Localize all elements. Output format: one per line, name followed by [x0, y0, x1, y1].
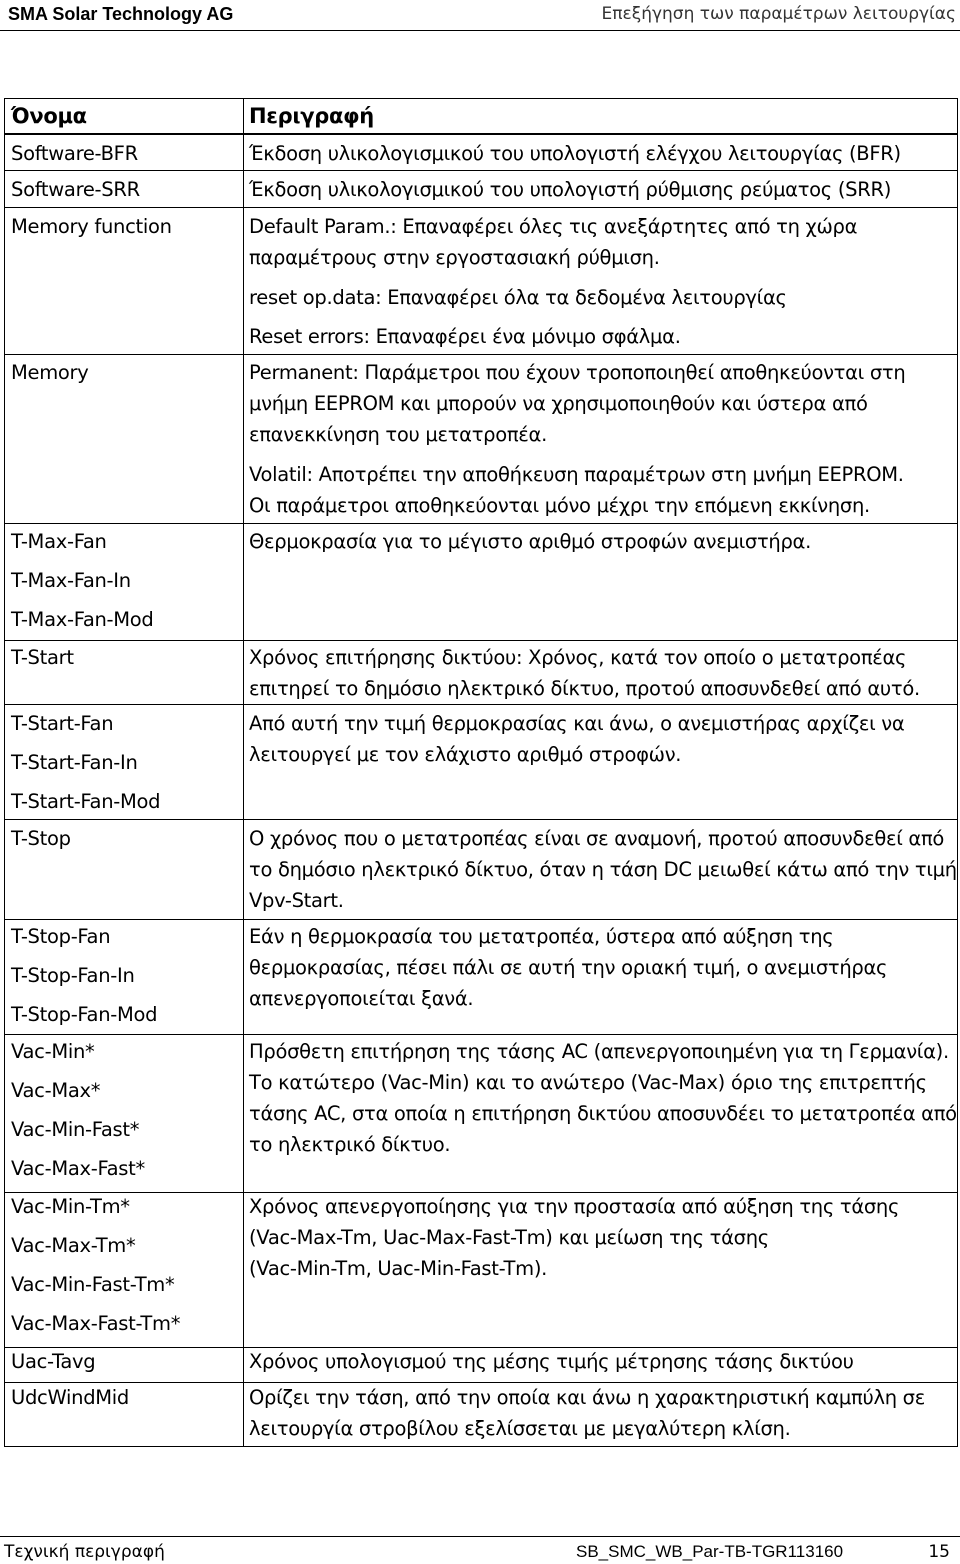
parameter-description: τάσης AC, στα οποία η επιτήρηση δικτύου αποσυνδέει το μετατροπέα από	[249, 1102, 957, 1125]
row-divider	[5, 704, 957, 705]
parameter-name: T-Stop-Fan-In	[11, 964, 135, 987]
parameter-description: Χρόνος επιτήρησης δικτύου: Χρόνος, κατά τον οποίο ο μετατροπέας	[249, 646, 907, 669]
row-divider	[5, 640, 957, 641]
row-divider	[5, 207, 957, 208]
document-type: Τεχνική περιγραφή	[4, 1542, 165, 1562]
page-header	[0, 0, 960, 30]
parameter-description: Οι παράμετροι αποθηκεύονται μόνο μέχρι την επόμενη εκκίνηση.	[249, 494, 870, 517]
parameter-description: reset op.data: Επαναφέρει όλα τα δεδομένα λειτουργίας	[249, 286, 787, 309]
parameter-description: μνήμη EEPROM και μπορούν να χρησιμοποιηθούν και ύστερα από	[249, 392, 868, 415]
row-divider	[5, 523, 957, 524]
parameter-name: Software-BFR	[11, 142, 138, 165]
parameter-name: T-Stop-Fan	[11, 925, 111, 948]
parameter-description: Χρόνος απενεργοποίησης για την προστασία από αύξηση της τάσης	[249, 1195, 900, 1218]
parameter-table	[4, 98, 958, 1447]
page-number: 15	[928, 1542, 950, 1562]
parameter-description: λειτουργία στροβίλου εξελίσσεται με μεγαλύτερη κλίση.	[249, 1417, 791, 1440]
column-divider	[243, 99, 244, 1446]
parameter-name: Vac-Min-Fast-Tm*	[11, 1273, 175, 1296]
parameter-description: Έκδοση υλικολογισμικού του υπολογιστή ρύθμισης ρεύματος (SRR)	[249, 178, 892, 201]
parameter-name: Uac-Tavg	[11, 1350, 96, 1373]
parameter-name: Vac-Max-Tm*	[11, 1234, 136, 1257]
parameter-description: λειτουργεί με τον ελάχιστο αριθμό στροφών.	[249, 743, 682, 766]
parameter-name: T-Max-Fan	[11, 530, 107, 553]
parameter-name: T-Max-Fan-In	[11, 569, 131, 592]
footer-divider	[0, 1536, 960, 1537]
parameter-description: απενεργοποιείται ξανά.	[249, 987, 474, 1010]
row-divider	[5, 170, 957, 171]
parameter-description: Χρόνος υπολογισμού της μέσης τιμής μέτρησης τάσης δικτύου	[249, 1350, 854, 1373]
parameter-description: Permanent: Παράμετροι που έχουν τροποποιηθεί αποθηκεύονται στη	[249, 361, 906, 384]
parameter-description: Εάν η θερμοκρασία του μετατροπέα, ύστερα από αύξηση της	[249, 925, 834, 948]
parameter-description: (Vac-Min-Tm, Uac-Min-Fast-Tm).	[249, 1257, 548, 1280]
parameter-description: Ορίζει την τάση, από την οποία και άνω η χαρακτηριστική καμπύλη σε	[249, 1386, 925, 1409]
parameter-description: Vpv-Start.	[249, 889, 344, 912]
parameter-name: Vac-Min*	[11, 1040, 95, 1063]
parameter-description: Έκδοση υλικολογισμικού του υπολογιστή ελέγχου λειτουργίας (BFR)	[249, 142, 901, 165]
parameter-name: Vac-Max*	[11, 1079, 101, 1102]
table-header-divider	[5, 133, 957, 135]
company-name: SMA Solar Technology AG	[8, 4, 234, 24]
parameter-description: Το κατώτερο (Vac-Min) και το ανώτερο (Vac-Max) όριο της επιτρεπτής	[249, 1071, 927, 1094]
parameter-name: T-Stop	[11, 827, 71, 850]
row-divider	[5, 919, 957, 920]
parameter-name: T-Start-Fan	[11, 712, 114, 735]
parameter-description: Πρόσθετη επιτήρηση της τάσης AC (απενεργοποιημένη για τη Γερμανία).	[249, 1040, 949, 1063]
parameter-description: επανεκκίνηση του μετατροπέα.	[249, 423, 547, 446]
column-header-description: Περιγραφή	[249, 104, 374, 128]
parameter-name: T-Stop-Fan-Mod	[11, 1003, 158, 1026]
parameter-description: θερμοκρασίας, πέσει πάλι σε αυτή την οριακή τιμή, ο ανεμιστήρας	[249, 956, 888, 979]
parameter-description: Ο χρόνος που ο μετατροπέας είναι σε αναμονή, προτού αποσυνδεθεί από	[249, 827, 945, 850]
parameter-name: T-Start-Fan-Mod	[11, 790, 161, 813]
parameter-description: Default Param.: Επαναφέρει όλες τις ανεξάρτητες από τη χώρα	[249, 215, 858, 238]
parameter-description: το δημόσιο ηλεκτρικό δίκτυο, όταν η τάση DC μειωθεί κάτω από την τιμή	[249, 858, 957, 881]
parameter-description: Volatil: Αποτρέπει την αποθήκευση παραμέτρων στη μνήμη EEPROM.	[249, 463, 904, 486]
column-header-name: Όνομα	[11, 104, 87, 128]
parameter-description: Από αυτή την τιμή θερμοκρασίας και άνω, ο ανεμιστήρας αρχίζει να	[249, 712, 905, 735]
row-divider	[5, 354, 957, 355]
header-divider	[0, 30, 960, 31]
parameter-name: Software-SRR	[11, 178, 140, 201]
page-footer	[0, 1536, 960, 1564]
parameter-name: T-Max-Fan-Mod	[11, 608, 154, 631]
parameter-name: T-Start-Fan-In	[11, 751, 138, 774]
parameter-name: UdcWindMid	[11, 1386, 129, 1409]
parameter-name: Vac-Max-Fast-Tm*	[11, 1312, 181, 1335]
parameter-name: T-Start	[11, 646, 74, 669]
parameter-description: Θερμοκρασία για το μέγιστο αριθμό στροφών ανεμιστήρα.	[249, 530, 811, 553]
parameter-name: Memory function	[11, 215, 172, 238]
row-divider	[5, 819, 957, 820]
parameter-name: Vac-Max-Fast*	[11, 1157, 145, 1180]
parameter-name: Memory	[11, 361, 89, 384]
parameter-name: Vac-Min-Tm*	[11, 1195, 130, 1218]
parameter-description: επιτηρεί το δημόσιο ηλεκτρικό δίκτυο, προτού αποσυνδεθεί από αυτό.	[249, 677, 920, 700]
section-title: Επεξήγηση των παραμέτρων λειτουργίας	[601, 4, 956, 24]
parameter-description: (Vac-Max-Tm, Uac-Max-Fast-Tm) και μείωση της τάσης	[249, 1226, 769, 1249]
parameter-description: παραμέτρους στην εργοστασιακή ρύθμιση.	[249, 246, 660, 269]
row-divider	[5, 1034, 957, 1035]
parameter-description: το ηλεκτρικό δίκτυο.	[249, 1133, 451, 1156]
document-id: SB_SMC_WB_Par-TB-TGR113160	[576, 1542, 844, 1561]
parameter-description: Reset errors: Επαναφέρει ένα μόνιμο σφάλμα.	[249, 325, 681, 348]
parameter-name: Vac-Min-Fast*	[11, 1118, 140, 1141]
